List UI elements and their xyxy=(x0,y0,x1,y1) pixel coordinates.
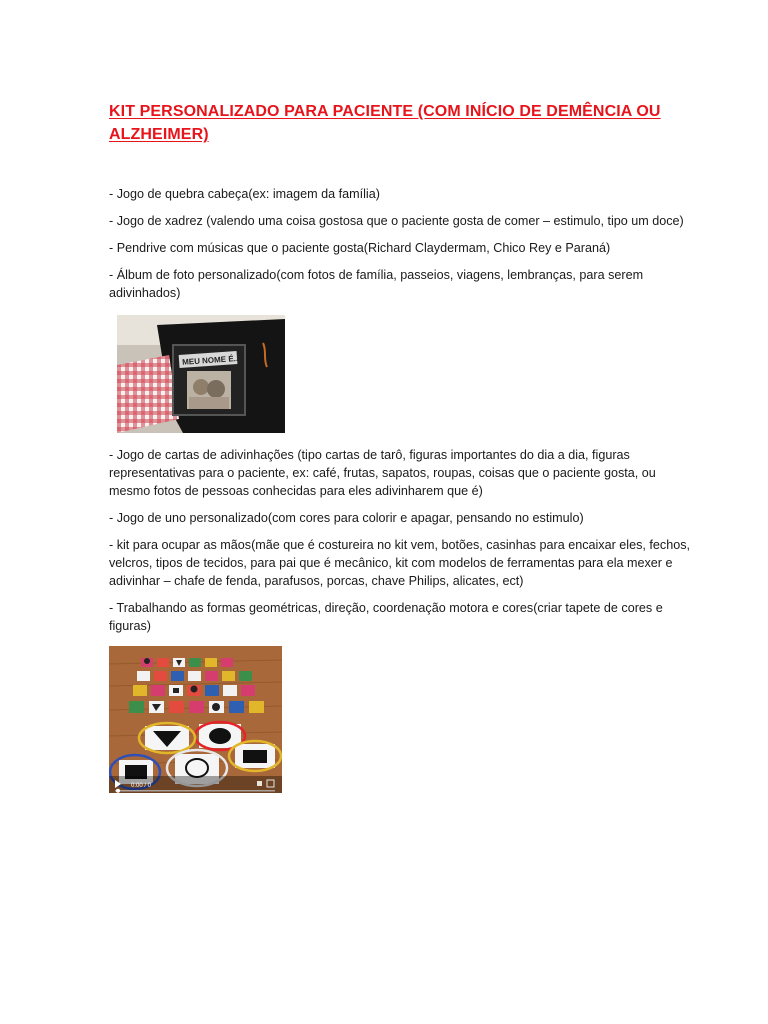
photo-label-text: MEU NOME É... xyxy=(181,353,241,367)
list-item-pendrive: - Pendrive com músicas que o paciente gosta(Richard Claydermam, Chico Rey e Paraná) xyxy=(109,241,611,255)
volume-icon xyxy=(257,781,262,786)
list-item-hand-kit: - kit para ocupar as mãos(mãe que é costureira no kit vem, botões, casinhas para encaixar eles, fechos, velcros, tipos de tecidos, para pai que é mecânico, kit com modelos de ferramentas para ela mexer e adivinhar – chafe de fenda, parafusos, porcas, chave Philips, alicates, ect) xyxy=(109,538,691,588)
list-item-chess: - Jogo de xadrez (valendo uma coisa gostosa que o paciente gosta de comer – estimulo, tipo um doce) xyxy=(109,214,684,228)
list-item-shapes: - Trabalhando as formas geométricas, direção, coordenação motora e cores(criar tapete de cores e figuras) xyxy=(109,601,663,633)
list-item-photo-album: - Álbum de foto personalizado(com fotos de família, passeios, viagens, lembranças, para serem adivinhados) xyxy=(109,268,644,300)
document-title: KIT PERSONALIZADO PARA PACIENTE (COM INÍCIO DE DEMÊNCIA OU ALZHEIMER) xyxy=(109,103,661,143)
document-page xyxy=(109,100,699,793)
list-item-cards: - Jogo de cartas de adivinhações (tipo cartas de tarô, figuras importantes do dia a dia, figuras representativas para o paciente, ex: café, frutas, sapatos, roupas, coisas que o paciente gosta, ou mesmo fotos de pessoas conhecidas para eles adivinharem que é) xyxy=(109,448,656,498)
photo-album-image xyxy=(117,315,285,433)
video-time: 0:00 / 0 xyxy=(131,783,152,789)
list-item-uno: - Jogo de uno personalizado(com cores para colorir e apagar, pensando no estimulo) xyxy=(109,511,584,525)
list-item-puzzle: - Jogo de quebra cabeça(ex: imagem da família) xyxy=(109,187,380,201)
shapes-mat-video[interactable] xyxy=(109,646,282,793)
